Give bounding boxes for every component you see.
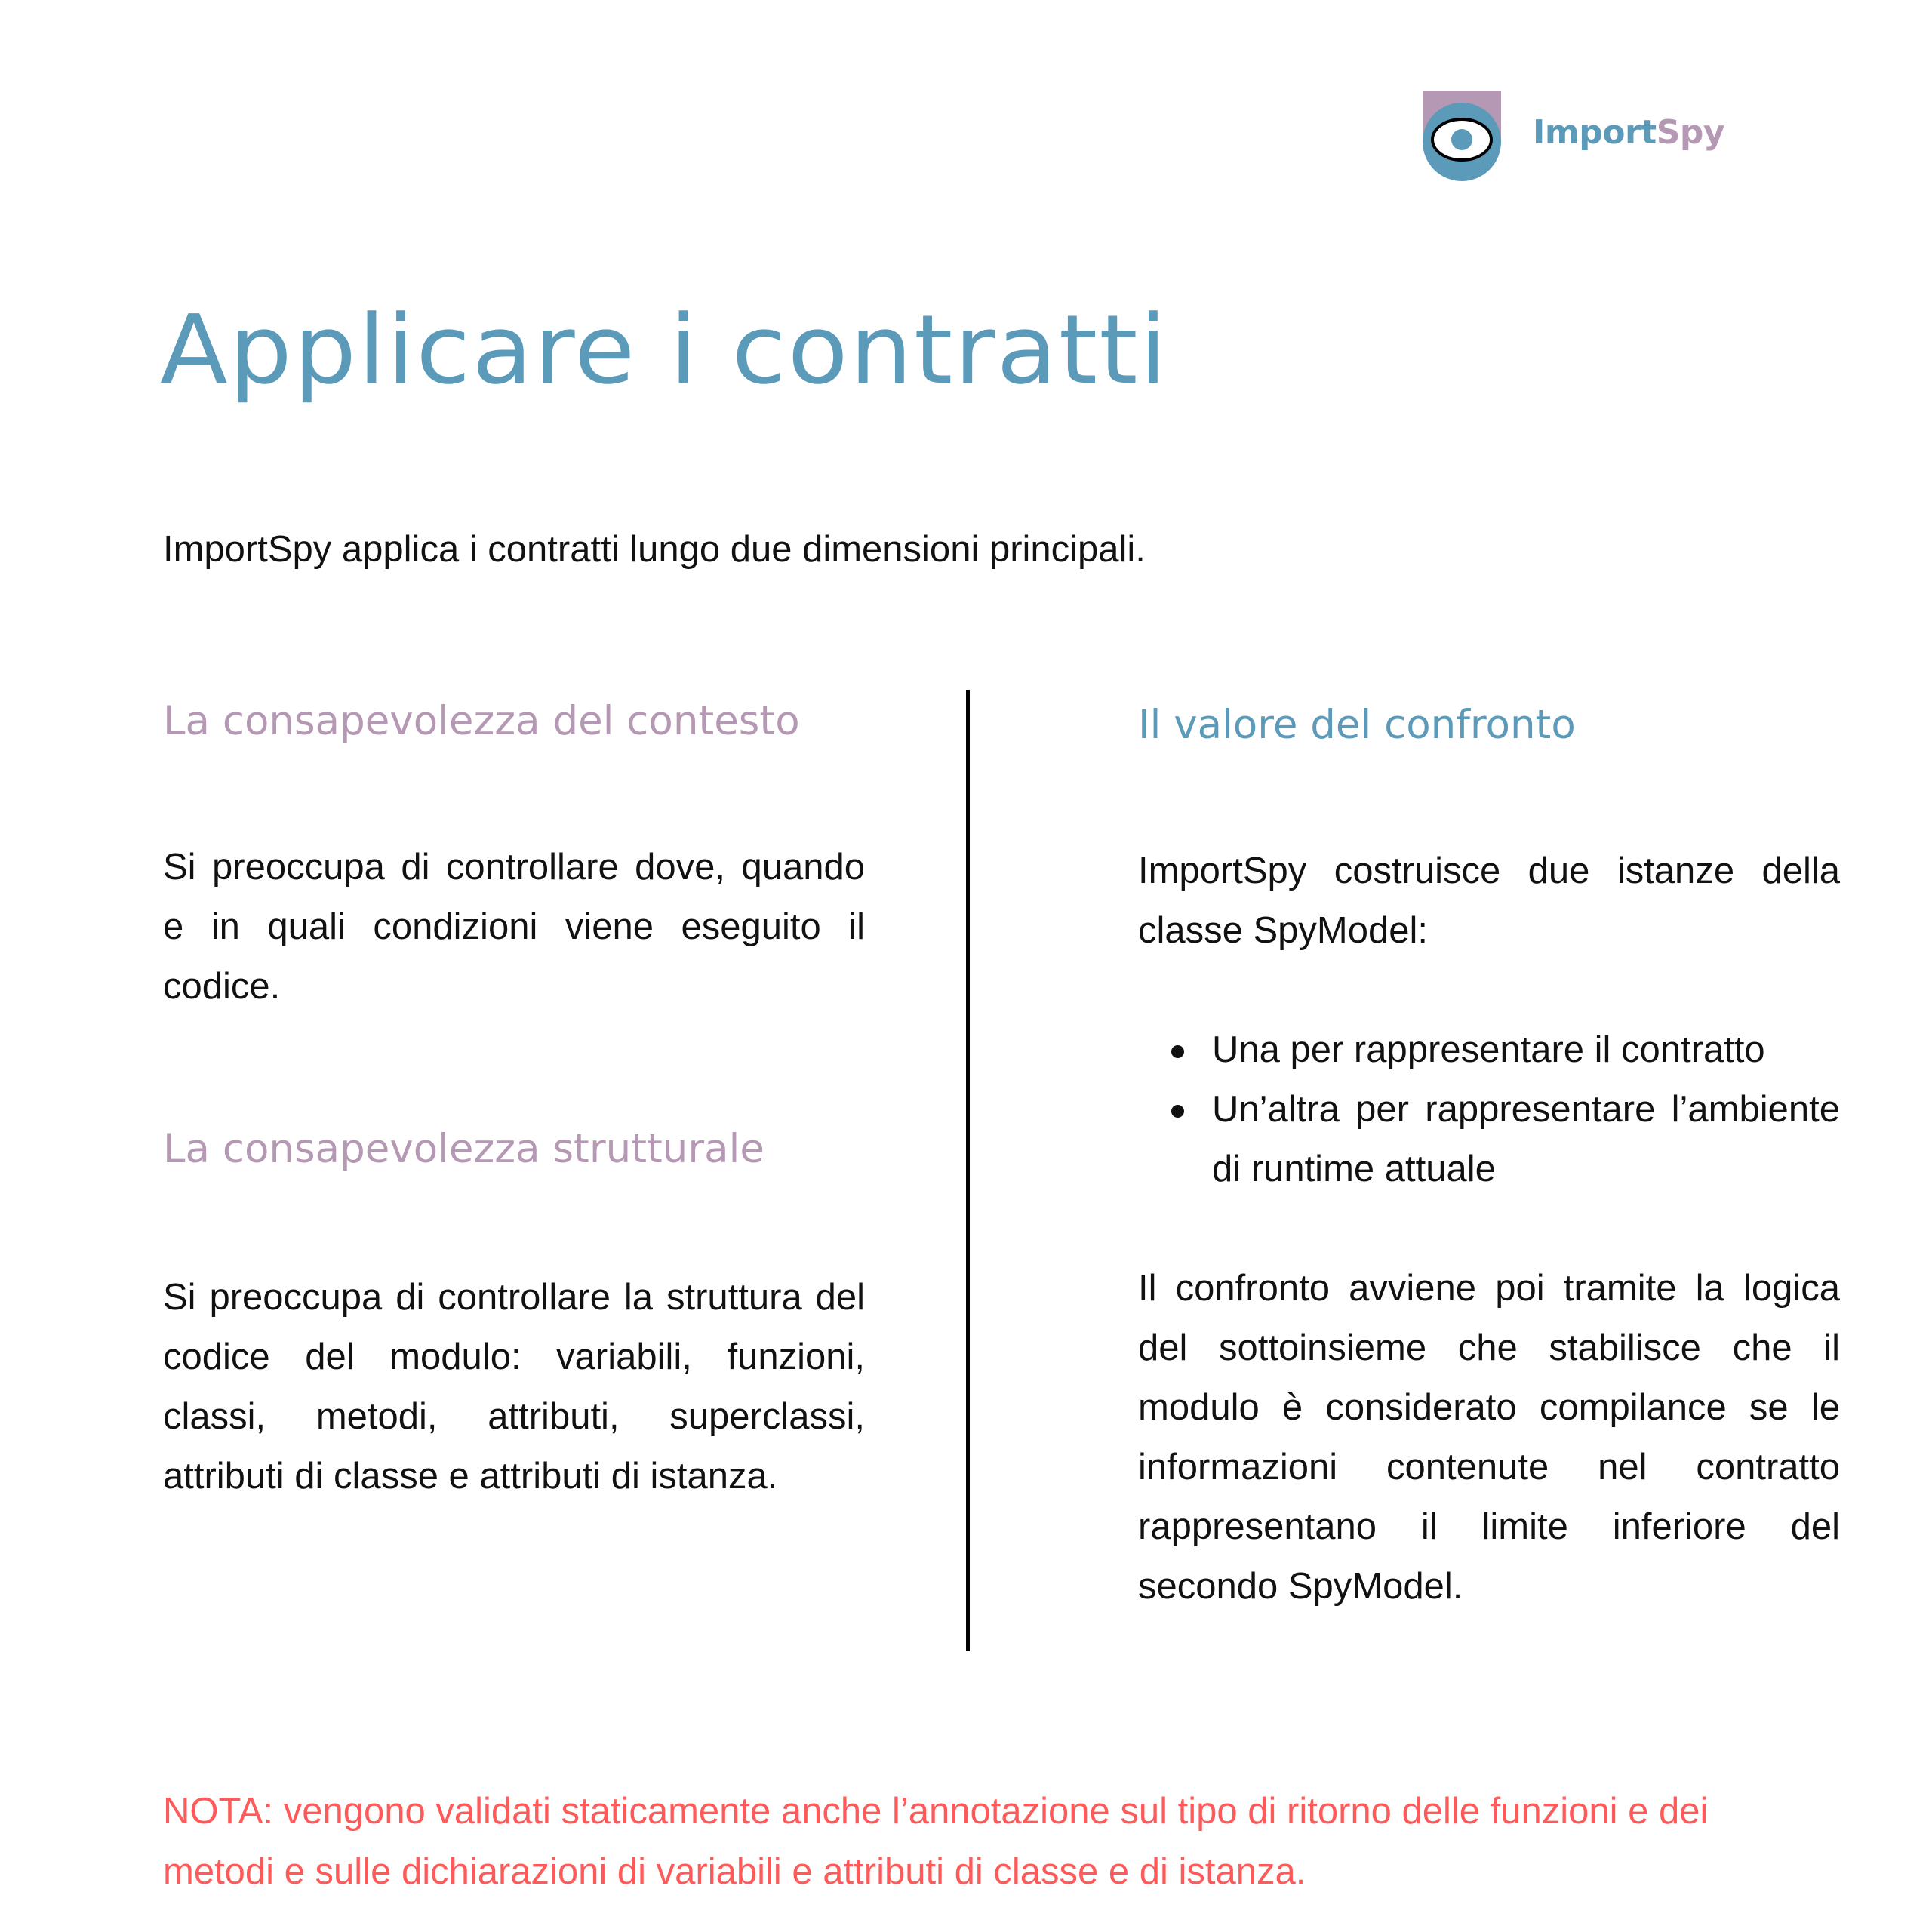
bullet-text: Una per rappresentare il contratto (1212, 1029, 1765, 1070)
brand-name-spy: Spy (1656, 113, 1725, 152)
column-divider (966, 690, 970, 1651)
comparison-intro: ImportSpy costruisce due istanze della classe SpyModel: (1138, 851, 1840, 951)
intro-text: ImportSpy applica i contratti lungo due dimensioni principali. (163, 529, 1146, 570)
brand-name-import: Import (1533, 113, 1657, 152)
bullet-text: Un’altra per rappresentare l’ambiente di runtime attuale (1212, 1089, 1840, 1189)
bullet-icon (1171, 1045, 1184, 1058)
eye-shield-icon (1423, 91, 1501, 181)
section-heading-comparison: Il valore del confronto (1138, 702, 1576, 748)
page-title: Applicare i contratti (160, 294, 1169, 405)
bullet-item (1138, 1020, 1840, 1080)
section-heading-context: La consapevolezza del contesto (163, 698, 800, 744)
bullet-icon (1171, 1105, 1184, 1118)
section-heading-structural: La consapevolezza strutturale (163, 1126, 764, 1172)
bullet-item (1138, 1080, 1840, 1199)
comparison-conclusion: Il confronto avviene poi tramite la logica del sottoinsieme che stabilisce che il modulo è considerato compilance se le informazioni contenute nel contratto rappresentano il limite inferiore del secondo SpyModel. (1138, 1268, 1840, 1607)
note-text: NOTA: vengono validati staticamente anche l’annotazione sul tipo di ritorno delle funzioni e dei metodi e sulle dichiarazioni di variabili e attributi di classe e di istanza. (163, 1791, 1709, 1892)
section-body-context: Si preoccupa di controllare dove, quando e in quali condizioni viene eseguito il codice. (163, 847, 865, 1007)
section-body-structural: Si preoccupa di controllare la struttura del codice del modulo: variabili, funzioni, classi, metodi, attributi, superclassi, attributi di classe e attributi di istanza. (163, 1277, 865, 1497)
brand-name (1533, 113, 1724, 152)
brand-logo (1423, 91, 1845, 189)
spymodel-bullet-list (1138, 1020, 1840, 1199)
